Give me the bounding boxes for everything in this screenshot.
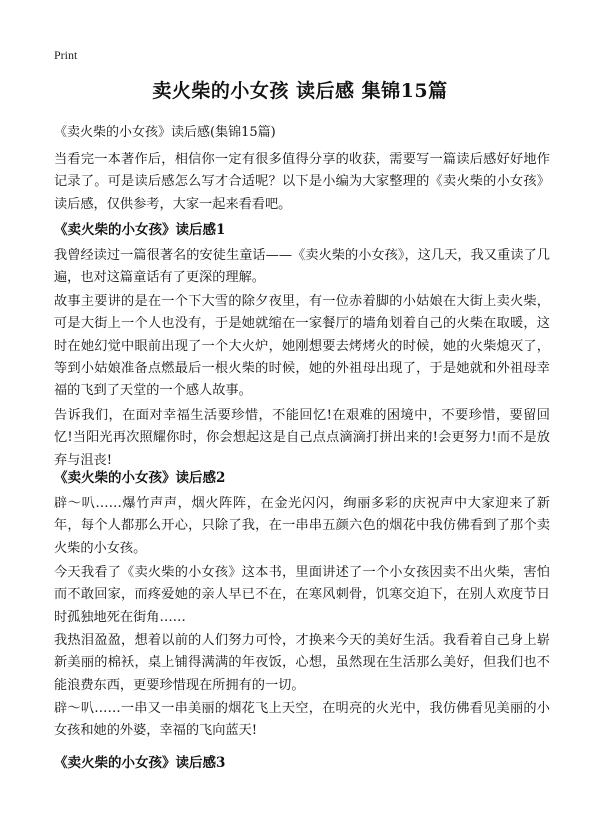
section-2-paragraph-1: 辟～叭……爆竹声声，烟火阵阵，在金光闪闪，绚丽多彩的庆祝声中大家迎来了新年，每个人都那么开心，只除了我，在一串串五颜六色的烟花中我仿佛看到了那个卖火柴的小女孩。	[54, 496, 550, 556]
section-1-paragraph-3: 告诉我们，在面对幸福生活要珍惜，不能回忆!在艰难的困境中，不要珍惜，要留回忆!当阳光再次照耀你时，你会想起这是自己点点滴滴打拼出来的!会更努力!而不是放弃与沮丧!	[54, 408, 550, 468]
intro-paragraph: 当看完一本著作后，相信你一定有很多值得分享的收获，需要写一篇读后感好好地作记录了。可是读后感怎么写才合适呢？以下是小编为大家整理的《卖火柴的小女孩》读后感，仅供参考，大家一起来看看吧。	[54, 152, 550, 212]
section-heading-1: 《卖火柴的小女孩》读后感1	[54, 222, 226, 238]
section-heading-2: 《卖火柴的小女孩》读后感2	[54, 470, 226, 486]
section-2-paragraph-2: 今天我看了《卖火柴的小女孩》这本书，里面讲述了一个小女孩因卖不出火柴，害怕而不敢回家，而疼爱她的亲人早已不在，在寒风刺骨，饥寒交迫下，在别人欢度节日时孤独地死在街角……	[54, 565, 550, 625]
page-title: 卖火柴的小女孩 读后感 集锦15篇	[152, 80, 448, 102]
document-subtitle: 《卖火柴的小女孩》读后感(集锦15篇)	[54, 125, 276, 140]
print-label: Print	[54, 48, 78, 62]
section-1-paragraph-1: 我曾经读过一篇很著名的安徒生童话——《卖火柴的小女孩》，这几天，我又重读了几遍，也对这篇童话有了更深的理解。	[54, 248, 550, 286]
section-2-paragraph-4: 辟～叭……一串又一串美丽的烟花飞上天空，在明亮的火光中，我仿佛看见美丽的小女孩和她的外婆，幸福的飞向蓝天!	[54, 701, 550, 739]
section-heading-3: 《卖火柴的小女孩》读后感3	[54, 755, 226, 771]
section-2-paragraph-3: 我热泪盈盈，想着以前的人们努力可怜，才换来今天的美好生活。我看着自己身上崭新美丽的棉袄，桌上铺得满满的年夜饭，心想，虽然现在生活那么美好，但我们也不能浪费东西，更要珍惜现在所拥有的一切。	[54, 633, 550, 693]
section-1-paragraph-2: 故事主要讲的是在一个下大雪的除夕夜里，有一位赤着脚的小姑娘在大街上卖火柴，可是大街上一个人也没有，于是她就缩在一家餐厅的墙角划着自己的火柴在取暖，这时在她幻觉中眼前出现了一个大火炉，她刚想要去烤烤火的时候，她的火柴熄灭了，等到小姑娘准备点燃最后一根火柴的时候，她的外祖母出现了，于是她就和外祖母幸福的飞到了天堂的一个感人故事。	[54, 294, 550, 399]
